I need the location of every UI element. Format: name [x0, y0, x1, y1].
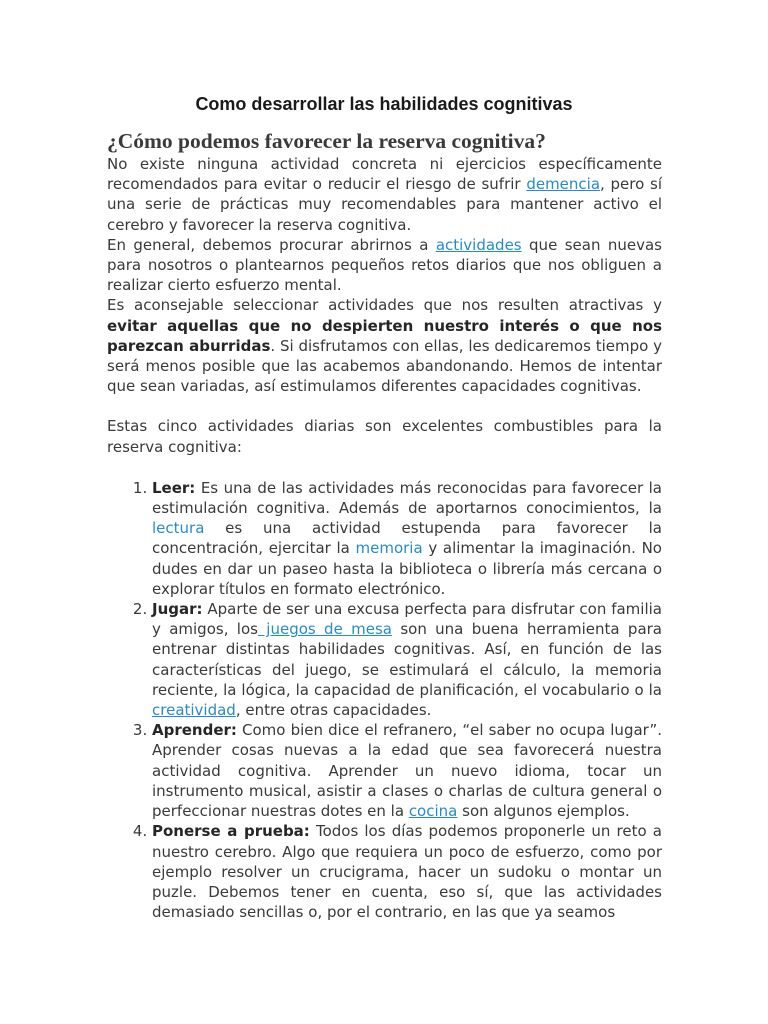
- list-item-aprender: [152, 720, 662, 821]
- list-item-text: Todos los días podemos proponerle un reto a nuestro cerebro. Algo que requiera un poco de esfuerzo, como por ejemplo resolver un crucigrama, hacer un sudoku o montar un puzle. Debemos tener en cuenta, eso sí, que las actividades demasiado sencillas o, por el contrario, en las que ya seamos: [152, 822, 662, 922]
- activities-list: [107, 478, 662, 922]
- list-item-ponerse-a-prueba: [152, 821, 662, 922]
- link-demencia[interactable]: demencia: [526, 175, 601, 194]
- list-item-text: , entre otras capacidades.: [235, 701, 432, 720]
- list-item-term: Ponerse a prueba:: [152, 822, 310, 841]
- paragraph-text: En general, debemos procurar abrirnos a: [107, 235, 436, 254]
- paragraph-general: [107, 235, 662, 296]
- section-heading: ¿Cómo podemos favorecer la reserva cognitiva?: [107, 129, 546, 153]
- list-item-text: son algunos ejemplos.: [457, 802, 630, 821]
- list-item-jugar: [152, 599, 662, 720]
- list-item-text: y alimentar la imaginación. No dudes en dar un paseo hasta la biblioteca o librería más cercana o explorar títulos en formato electrónico.: [152, 539, 662, 598]
- link-cocina[interactable]: cocina: [408, 802, 458, 821]
- list-item-term: Jugar:: [152, 600, 203, 619]
- link-lectura[interactable]: lectura: [152, 519, 205, 538]
- paragraph-text: , pero sí una serie de prácticas muy recomendables para mantener activo el cerebro y favorecer la reserva cognitiva.: [107, 175, 662, 234]
- bold-text: evitar aquellas que no despierten nuestro interés o que nos parezcan aburridas: [107, 316, 662, 355]
- link-creatividad[interactable]: creatividad: [152, 701, 236, 720]
- paragraph-advice: [107, 295, 662, 396]
- link-memoria[interactable]: memoria: [355, 539, 423, 558]
- list-item-leer: [152, 478, 662, 599]
- list-item-term: Aprender:: [152, 721, 237, 740]
- link-juegos-de-mesa[interactable]: juegos de mesa: [257, 620, 392, 639]
- list-item-term: Leer:: [152, 478, 196, 497]
- paragraph-text: que sean nuevas para nosotros o plantearnos pequeños retos diarios que nos obliguen a realizar cierto esfuerzo mental.: [107, 235, 662, 295]
- paragraph-list-intro: Estas cinco actividades diarias son excelentes combustibles para la reserva cognitiva:: [107, 417, 662, 456]
- list-item-text: es una actividad estupenda para favorecer la concentración, ejercitar la: [152, 519, 662, 558]
- list-item-text: Como bien dice el refranero, “el saber no ocupa lugar”. Aprender cosas nuevas a la edad que sea favorecerá nuestra actividad cognitiva. Aprender un nuevo idioma, tocar un instrumento musical, asistir a clases o charlas de cultura general o perfeccionar nuestras dotes en la: [152, 721, 662, 821]
- document-body: [107, 154, 662, 922]
- paragraph-text: No existe ninguna actividad concreta ni ejercicios específicamente recomendados para evitar o reducir el riesgo de sufrir: [107, 155, 662, 194]
- document-title: Como desarrollar las habilidades cognitivas: [195, 94, 573, 114]
- list-item-text: son una buena herramienta para entrenar distintas habilidades cognitivas. Así, en función de las características del juego, se estimulará el cálculo, la memoria reciente, la lógica, la capacidad de planificación, el vocabulario o la: [152, 620, 662, 699]
- list-item-text: Aparte de ser una excusa perfecta para disfrutar con familia y amigos, los: [152, 600, 662, 639]
- spacer: [107, 396, 662, 416]
- paragraph-text: Es aconsejable seleccionar actividades que nos resulten atractivas y: [107, 296, 662, 315]
- paragraph-text: . Si disfrutamos con ellas, les dedicaremos tiempo y será menos posible que las acabemos abandonando. Hemos de intentar que sean variadas, así estimulamos diferentes capacidades cognitivas.: [107, 336, 662, 396]
- paragraph-intro: [107, 154, 662, 235]
- link-actividades[interactable]: actividades: [435, 235, 522, 254]
- list-item-text: Es una de las actividades más reconocidas para favorecer la estimulación cognitiva. Además de aportarnos conocimientos, la: [152, 478, 662, 518]
